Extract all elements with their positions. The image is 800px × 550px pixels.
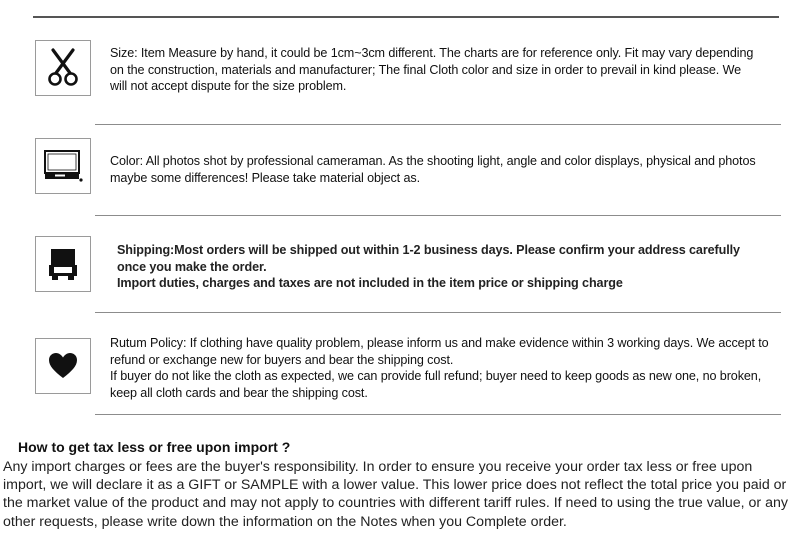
shipping-line2: Import duties, charges and taxes are not included in the item price or shipping charge (117, 276, 623, 290)
heart-icon (48, 352, 78, 380)
color-text: Color: All photos shot by professional cameraman. As the shooting light, angle and color displays, physical and photos maybe some differences! Please take material object as. (110, 154, 756, 185)
return-line1: Rutum Policy: If clothing have quality problem, please inform us and make evidence within 3 working days. We accept to refund or exchange new for buyers and bear the shipping cost. (110, 336, 769, 367)
truck-icon (48, 247, 78, 281)
color-icon-box (35, 138, 91, 194)
size-icon-box (35, 40, 91, 96)
divider-3 (95, 312, 781, 313)
return-note (110, 335, 775, 401)
shipping-icon-box (35, 236, 91, 292)
color-note (110, 153, 775, 186)
divider-2 (95, 215, 781, 216)
divider-1 (95, 124, 781, 125)
top-divider (33, 16, 779, 18)
shipping-line1: Shipping:Most orders will be shipped out within 1-2 business days. Please confirm your address carefully once you make the order. (117, 243, 740, 274)
shipping-note (117, 242, 772, 292)
tax-title: How to get tax less or free upon import ? (18, 439, 291, 455)
size-note (110, 45, 760, 95)
return-line2: If buyer do not like the cloth as expected, we can provide full refund; buyer need to keep goods as new one, no broken, keep all cloth cards and bear the shipping cost. (110, 369, 762, 400)
divider-4 (95, 414, 781, 415)
scissors-icon (46, 48, 80, 88)
return-icon-box (35, 338, 91, 394)
monitor-icon (43, 149, 83, 183)
size-text: Size: Item Measure by hand, it could be 1cm~3cm different. The charts are for reference only. Fit may vary depending on the construction, materials and manufacturer; The final Cloth color and size in order to prevail in kind please. We will not accept dispute for the size problem. (110, 46, 754, 93)
tax-body: Any import charges or fees are the buyer's responsibility. In order to ensure you receive your order tax less or free upon import, we will declare it as a GIFT or SAMPLE with a lower value. This lower price does not reflect the total price you paid or the market value of the product and may not apply to countries with different tariff rules. If need to using the true value, or any other requests, please write down the information on the Notes when you Complete order. (3, 459, 788, 530)
